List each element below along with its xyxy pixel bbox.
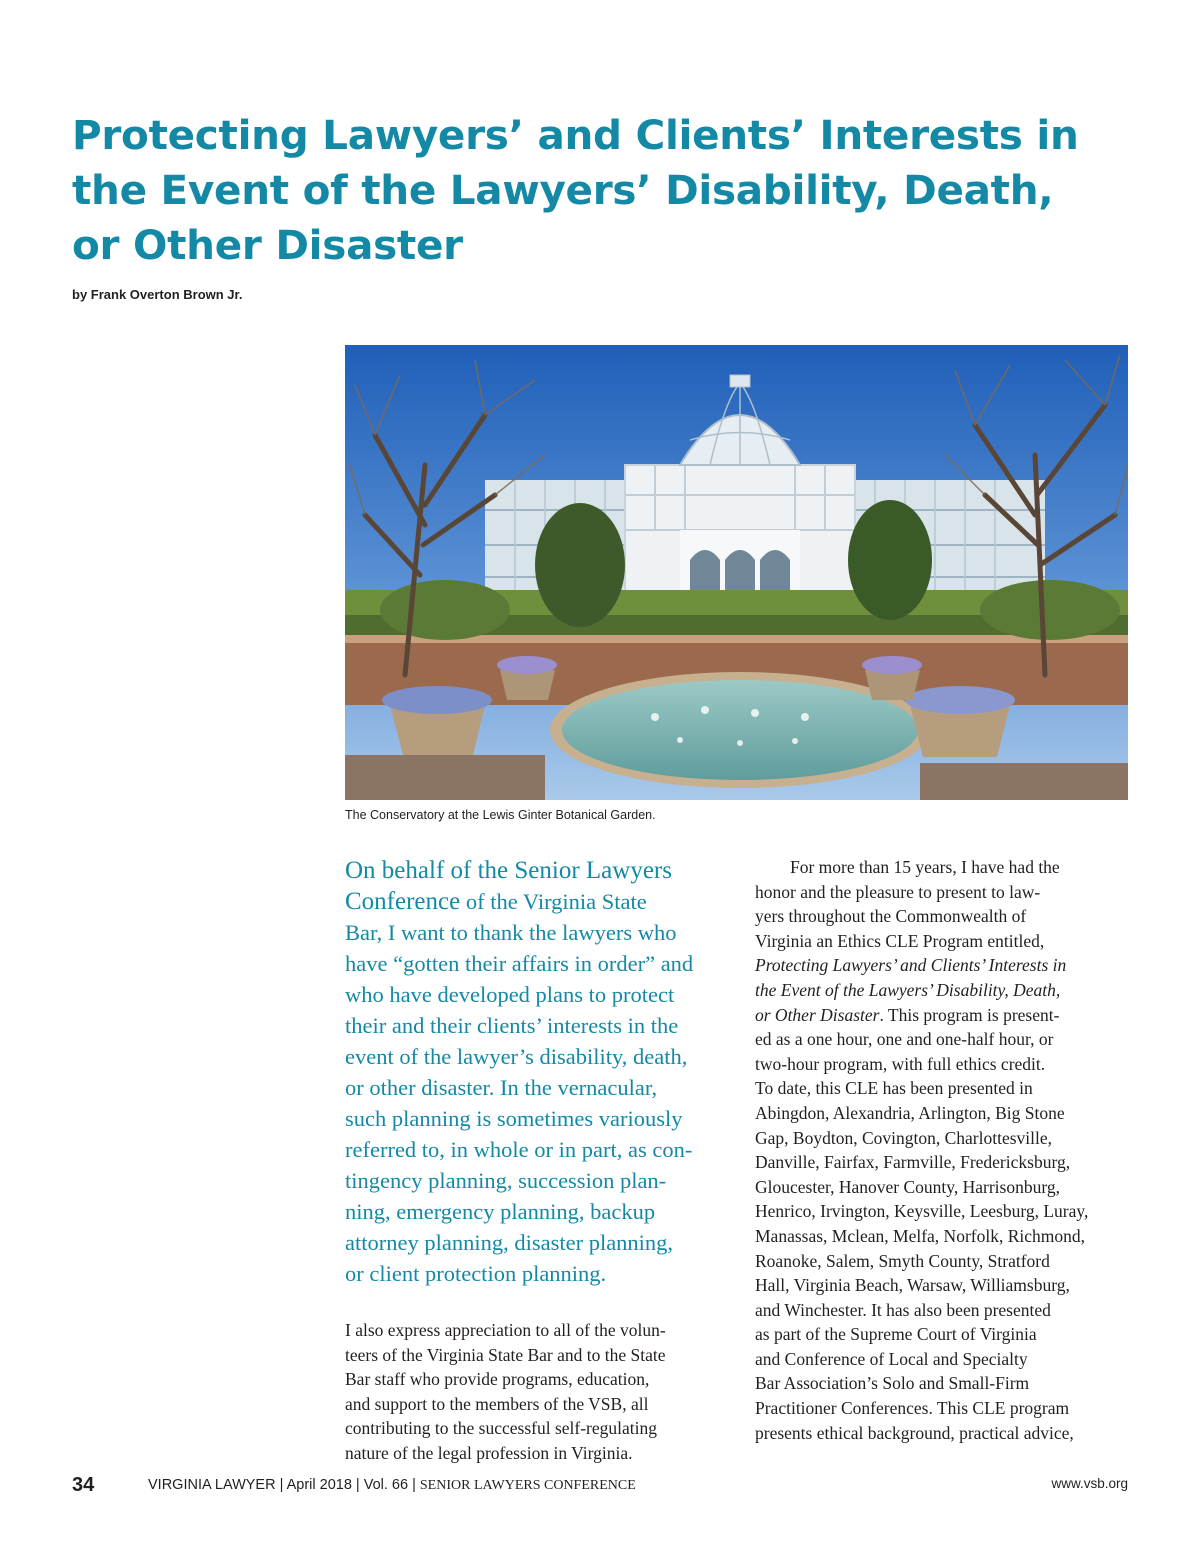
appreciation-paragraph [345, 1318, 725, 1466]
pull-quote-line: Bar, I want to thank the lawyers who [345, 920, 677, 945]
body-line: honor and the pleasure to present to law- [755, 881, 1041, 902]
pull-quote-line: or other disaster. In the vernacular, [345, 1075, 658, 1100]
conservatory-photo [345, 345, 1128, 800]
body-line: teers of the Virginia State Bar and to the State [345, 1344, 666, 1365]
pull-quote-line [345, 886, 725, 917]
body-line: and Conference of Local and Specialty [755, 1348, 1028, 1369]
pull-quote-line: tingency planning, succession plan- [345, 1168, 667, 1193]
pull-quote-lead: Conference [345, 888, 461, 915]
left-column [345, 855, 725, 1466]
body-line: Practitioner Conferences. This CLE program [755, 1398, 1070, 1419]
page-number: 34 [72, 1474, 95, 1496]
pull-quote-line: event of the lawyer’s disability, death, [345, 1044, 688, 1069]
title-line: Protecting Lawyers’ and Clients’ Interests in [72, 111, 1079, 159]
body-line: and support to the members of the VSB, all [345, 1393, 649, 1414]
body-line: Henrico, Irvington, Keysville, Leesburg, Luray, [755, 1201, 1089, 1222]
pull-quote-line: have “gotten their affairs in order” and [345, 951, 694, 976]
running-footer [148, 1477, 636, 1494]
pull-quote-line: such planning is sometimes variously [345, 1106, 683, 1131]
body-line: presents ethical background, practical advice, [755, 1422, 1074, 1443]
program-title-line: Protecting Lawyers’ and Clients’ Interests in [755, 955, 1067, 976]
publication-info: VIRGINIA LAWYER | April 2018 | Vol. 66 | [148, 1477, 420, 1493]
right-column [755, 855, 1140, 1445]
body-line: Bar Association’s Solo and Small-Firm [755, 1373, 1030, 1394]
body-line: I also express appreciation to all of the volun- [345, 1320, 666, 1340]
body-line: Bar staff who provide programs, education, [345, 1369, 650, 1390]
body-line: Roanoke, Salem, Smyth County, Stratford [755, 1250, 1050, 1271]
body-line: Danville, Fairfax, Farmville, Fredericksburg, [755, 1152, 1071, 1173]
cle-paragraph [755, 855, 1140, 1445]
website-url: www.vsb.org [1051, 1476, 1128, 1491]
program-title-line: the Event of the Lawyers’ Disability, Death, [755, 979, 1061, 1000]
body-line [755, 1003, 1140, 1028]
section-name: SENIOR LAWYERS CONFERENCE [419, 1478, 636, 1493]
pull-quote-line: their and their clients’ interests in the [345, 1013, 679, 1038]
body-line: two-hour program, with full ethics credit. [755, 1053, 1046, 1074]
body-text-run: . This program is present- [879, 1004, 1060, 1025]
pull-quote-line: On behalf of the Senior Lawyers [345, 857, 672, 884]
pull-quote-line: attorney planning, disaster planning, [345, 1230, 674, 1255]
pull-quote-text: of the Virginia State [460, 889, 647, 914]
title-line: the Event of the Lawyers’ Disability, Death, [72, 166, 1054, 214]
body-line: nature of the legal profession in Virginia. [345, 1442, 633, 1463]
body-line: ed as a one hour, one and one-half hour, or [755, 1029, 1054, 1050]
pull-quote [345, 855, 725, 1289]
pull-quote-line: who have developed plans to protect [345, 982, 675, 1007]
body-line: Hall, Virginia Beach, Warsaw, Williamsburg, [755, 1275, 1070, 1296]
pull-quote-line: or client protection planning. [345, 1261, 607, 1286]
body-line: For more than 15 years, I have had the [790, 857, 1060, 877]
article-title [72, 108, 1152, 273]
byline: by Frank Overton Brown Jr. [72, 287, 243, 302]
photo-caption: The Conservatory at the Lewis Ginter Botanical Garden. [345, 808, 656, 822]
body-line: Manassas, Mclean, Melfa, Norfolk, Richmond, [755, 1225, 1085, 1246]
body-line: To date, this CLE has been presented in [755, 1078, 1033, 1099]
body-line: Abingdon, Alexandria, Arlington, Big Stone [755, 1102, 1065, 1123]
body-line: and Winchester. It has also been presented [755, 1299, 1051, 1320]
program-title-end: or Other Disaster [755, 1004, 880, 1025]
body-line: as part of the Supreme Court of Virginia [755, 1324, 1037, 1345]
body-line: contributing to the successful self-regulating [345, 1418, 658, 1439]
body-line: Virginia an Ethics CLE Program entitled, [755, 930, 1045, 951]
title-line: or Other Disaster [72, 221, 463, 269]
pull-quote-line: ning, emergency planning, backup [345, 1199, 656, 1224]
body-line: Gloucester, Hanover County, Harrisonburg, [755, 1176, 1060, 1197]
body-line: yers throughout the Commonwealth of [755, 906, 1027, 927]
pull-quote-line: referred to, in whole or in part, as con- [345, 1137, 693, 1162]
body-line: Gap, Boydton, Covington, Charlottesville, [755, 1127, 1052, 1148]
